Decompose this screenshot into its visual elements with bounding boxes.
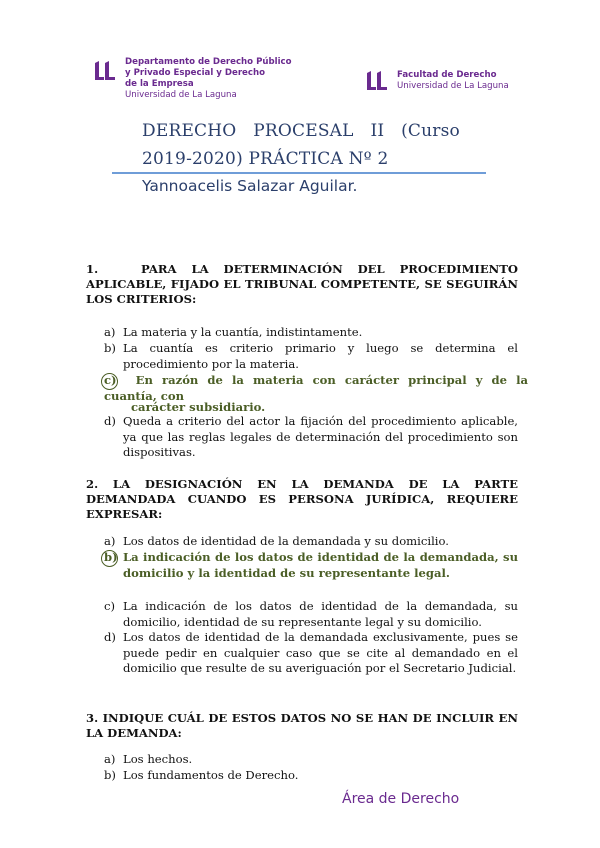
ull-faculty-logo-icon xyxy=(366,70,388,92)
option-text: Los datos de identidad de la demandada y su domicilio. xyxy=(123,534,449,548)
option-text: La materia y la cuantía, indistintamente. xyxy=(123,325,363,339)
question-1-option-c-continuation: carácter subsidiario. xyxy=(131,400,266,414)
option-letter: d) xyxy=(104,630,116,644)
question-1-option-b xyxy=(104,341,518,372)
option-letter: a) xyxy=(104,534,116,548)
option-letter: c) xyxy=(104,599,116,613)
footer-area-label: Área de Derecho xyxy=(342,791,460,807)
question-2-text: 2. LA DESIGNACIÓN EN LA DEMANDA DE LA PARTE DEMANDADA CUANDO ES PERSONA JURÍDICA, REQUIERE EXPRESAR: xyxy=(86,477,518,521)
question-1-option-d xyxy=(104,414,518,461)
option-letter: b) xyxy=(104,341,116,355)
department-line3: de la Empresa xyxy=(125,79,194,89)
option-text: Los datos de identidad de la demandada exclusivamente, pues se puede pedir en cualquier caso que se cite al demandado en el domicilio que resulte de su averiguación por el Secretario Judicial. xyxy=(123,630,518,675)
faculty-line1: Facultad de Derecho xyxy=(397,70,497,80)
option-letter: c) xyxy=(104,373,117,387)
faculty-university: Universidad de La Laguna xyxy=(397,81,509,91)
question-3-text: 3. INDIQUE CUÁL DE ESTOS DATOS NO SE HAN DE INCLUIR EN LA DEMANDA: xyxy=(86,711,518,740)
department-logo-text xyxy=(125,57,292,101)
question-2 xyxy=(86,477,518,522)
page-title-line1: DERECHO PROCESAL II (Curso xyxy=(142,121,460,141)
question-1 xyxy=(86,262,518,307)
page-title-line2: 2019-2020) PRÁCTICA Nº 2 xyxy=(142,149,389,169)
option-text: Queda a criterio del actor la fijación del procedimiento aplicable, ya que las reglas legales de determinación del procedimiento son dispositivas. xyxy=(123,414,518,459)
department-line1: Departamento de Derecho Público xyxy=(125,57,292,67)
option-text: La cuantía es criterio primario y luego se determina el procedimiento por la materia. xyxy=(123,341,518,371)
option-letter: b) xyxy=(104,550,118,564)
option-letter: a) xyxy=(104,325,116,339)
department-line2: y Privado Especial y Derecho xyxy=(125,68,266,78)
department-university: Universidad de La Laguna xyxy=(125,90,237,100)
question-2-option-d xyxy=(104,630,518,677)
question-1-number: 1. xyxy=(86,262,99,276)
question-2-option-c xyxy=(104,599,518,630)
option-letter: a) xyxy=(104,752,116,766)
option-text: Los hechos. xyxy=(123,752,193,766)
option-text: Los fundamentos de Derecho. xyxy=(123,768,299,782)
title-divider xyxy=(112,172,486,174)
question-3 xyxy=(86,711,518,741)
question-2-option-a xyxy=(104,534,518,550)
question-1-text: PARA LA DETERMINACIÓN DEL PROCEDIMIENTO APLICABLE, FIJADO EL TRIBUNAL COMPETENTE, SE SEGUIRÁN LOS CRITERIOS: xyxy=(86,262,518,306)
option-letter: b) xyxy=(104,768,116,782)
question-1-option-a xyxy=(104,325,518,341)
faculty-logo-text xyxy=(397,70,509,92)
option-letter: d) xyxy=(104,414,116,428)
question-3-option-a xyxy=(104,752,518,768)
ull-department-logo-icon xyxy=(94,60,116,82)
option-text: La indicación de los datos de identidad de la demandada, su domicilio, identidad de su representante legal y su domicilio. xyxy=(123,599,518,629)
option-text: En razón de la materia con carácter principal y de la cuantía, con xyxy=(104,373,528,403)
author-name: Yannoacelis Salazar Aguilar. xyxy=(142,177,358,195)
option-text: La indicación de los datos de identidad de la demandada, su domicilio y la identidad de su representante legal. xyxy=(123,550,518,580)
question-2-option-b xyxy=(104,550,518,581)
question-3-option-b xyxy=(104,768,518,784)
